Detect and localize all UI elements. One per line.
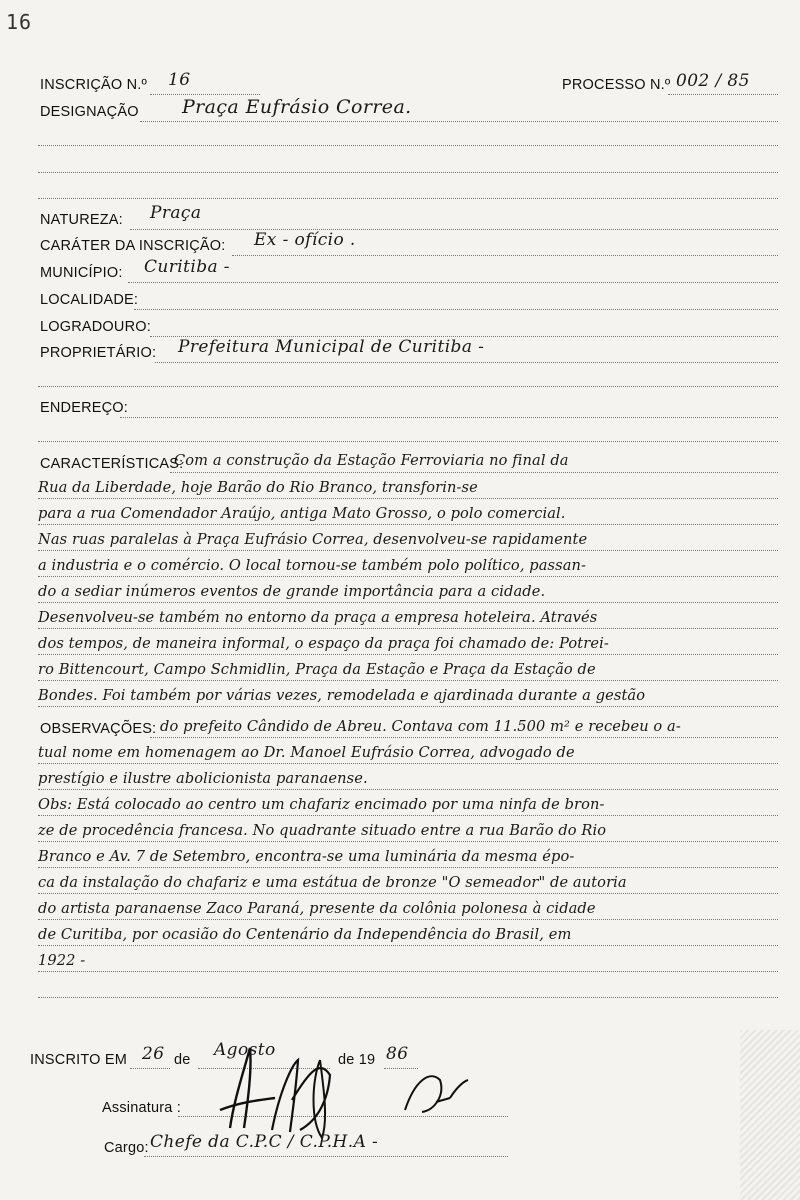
text-rule <box>38 815 778 816</box>
caracteristicas-line: para a rua Comendador Araújo, antiga Mato Grosso, o polo comercial. <box>38 505 566 522</box>
text-rule <box>38 654 778 655</box>
inscrito-ano: 86 <box>386 1044 409 1064</box>
observacoes-line: ze de procedência francesa. No quadrante situado entre a rua Barão do Rio <box>38 822 607 839</box>
inscrito-de19-label: de 19 <box>338 1052 376 1068</box>
text-rule <box>38 628 778 629</box>
caracteristicas-line: Bondes. Foi também por várias vezes, remodelada e ajardinada durante a gestão <box>38 687 646 704</box>
inscrito-dia: 26 <box>142 1044 165 1064</box>
text-rule <box>38 867 778 868</box>
inscricao-label: INSCRIÇÃO N.º <box>40 77 147 93</box>
text-rule <box>38 789 778 790</box>
assinatura-label: Assinatura : <box>102 1100 181 1116</box>
cargo-rule <box>144 1156 508 1157</box>
natureza-rule <box>130 229 778 230</box>
designacao-value: Praça Eufrásio Correa. <box>182 96 412 118</box>
natureza-value: Praça <box>150 203 202 223</box>
caracteristicas-rule <box>170 472 778 473</box>
text-rule <box>38 841 778 842</box>
carater-rule <box>232 255 778 256</box>
caracteristicas-line: a industria e o comércio. O local tornou-se também polo político, passan- <box>38 557 587 574</box>
observacoes-label: OBSERVAÇÕES: <box>40 721 157 737</box>
inscrito-mes: Agosto <box>214 1040 276 1060</box>
proprietario-label: PROPRIETÁRIO: <box>40 345 157 361</box>
observacoes-line: de Curitiba, por ocasião do Centenário da Independência do Brasil, em <box>38 926 572 943</box>
blank-line <box>38 145 778 146</box>
text-rule <box>38 893 778 894</box>
inscricao-value: 16 <box>168 70 191 90</box>
observacoes-line: do artista paranaense Zaco Paraná, presente da colônia polonesa à cidade <box>38 900 596 917</box>
caracteristicas-line: Desenvolveu-se também no entorno da praça a empresa hoteleira. Através <box>38 609 598 626</box>
localidade-rule <box>134 309 778 310</box>
municipio-rule <box>128 282 778 283</box>
observacoes-line: prestígio e ilustre abolicionista paranaense. <box>38 770 368 787</box>
page-number: 16 <box>6 10 33 34</box>
inscrito-label: INSCRITO EM <box>30 1052 127 1068</box>
observacoes-line: ca da instalação do chafariz e uma estátua de bronze "O semeador" de autoria <box>38 874 627 891</box>
inscricao-rule <box>150 94 260 95</box>
caracteristicas-line: Rua da Liberdade, hoje Barão do Rio Branco, transforin-se <box>38 479 478 496</box>
text-rule <box>38 763 778 764</box>
observacoes-line: Obs: Está colocado ao centro um chafariz encimado por uma ninfa de bron- <box>38 796 605 813</box>
text-rule <box>38 576 778 577</box>
text-rule <box>38 602 778 603</box>
caracteristicas-line: do a sediar inúmeros eventos de grande importância para a cidade. <box>38 583 546 600</box>
cargo-label: Cargo: <box>104 1140 149 1156</box>
observacoes-line: do prefeito Cândido de Abreu. Contava com 11.500 m² e recebeu o a- <box>160 718 681 735</box>
text-rule <box>38 524 778 525</box>
observacoes-line: tual nome em homenagem ao Dr. Manoel Eufrásio Correa, advogado de <box>38 744 575 761</box>
blank-line <box>38 386 778 387</box>
natureza-label: NATUREZA: <box>40 212 123 228</box>
localidade-label: LOCALIDADE: <box>40 292 139 308</box>
logradouro-label: LOGRADOURO: <box>40 319 151 335</box>
cargo-value: Chefe da C.P.C / C.P.H.A - <box>150 1132 379 1152</box>
observacoes-rule <box>150 737 778 738</box>
blank-line <box>38 172 778 173</box>
municipio-value: Curitiba - <box>144 257 230 277</box>
caracteristicas-label: CARACTERÍSTICAS: <box>40 456 184 472</box>
endereco-label: ENDEREÇO: <box>40 400 129 416</box>
signature-image <box>200 1040 490 1140</box>
text-rule <box>38 550 778 551</box>
text-rule <box>38 971 778 972</box>
caracteristicas-line: Com a construção da Estação Ferroviaria no final da <box>174 452 569 469</box>
proprietario-rule <box>155 362 778 363</box>
proprietario-value: Prefeitura Municipal de Curitiba - <box>178 337 485 357</box>
text-rule <box>38 945 778 946</box>
caracteristicas-line: ro Bittencourt, Campo Schmidlin, Praça da Estação e Praça da Estação de <box>38 661 596 678</box>
processo-label: PROCESSO N.º <box>562 77 671 93</box>
blank-line <box>38 198 778 199</box>
designacao-rule <box>140 121 778 122</box>
text-rule <box>38 706 778 707</box>
designacao-label: DESIGNAÇÃO <box>40 104 139 120</box>
dia-rule <box>130 1068 170 1069</box>
paper-wear-mark <box>740 1030 800 1200</box>
carater-label: CARÁTER DA INSCRIÇÃO: <box>40 238 226 254</box>
inscrito-de-label: de <box>174 1052 191 1068</box>
caracteristicas-line: dos tempos, de maneira informal, o espaço da praça foi chamado de: Potrei- <box>38 635 609 652</box>
municipio-label: MUNICÍPIO: <box>40 265 123 281</box>
text-rule <box>38 919 778 920</box>
text-rule <box>38 680 778 681</box>
processo-rule <box>668 94 778 95</box>
blank-line <box>38 997 778 998</box>
observacoes-line: Branco e Av. 7 de Setembro, encontra-se uma luminária da mesma épo- <box>38 848 575 865</box>
carater-value: Ex - ofício . <box>254 230 356 250</box>
blank-line <box>38 441 778 442</box>
endereco-rule <box>120 417 778 418</box>
processo-value: 002 / 85 <box>676 71 750 91</box>
caracteristicas-line: Nas ruas paralelas à Praça Eufrásio Correa, desenvolveu-se rapidamente <box>38 531 588 548</box>
observacoes-line: 1922 - <box>38 952 86 969</box>
text-rule <box>38 498 778 499</box>
